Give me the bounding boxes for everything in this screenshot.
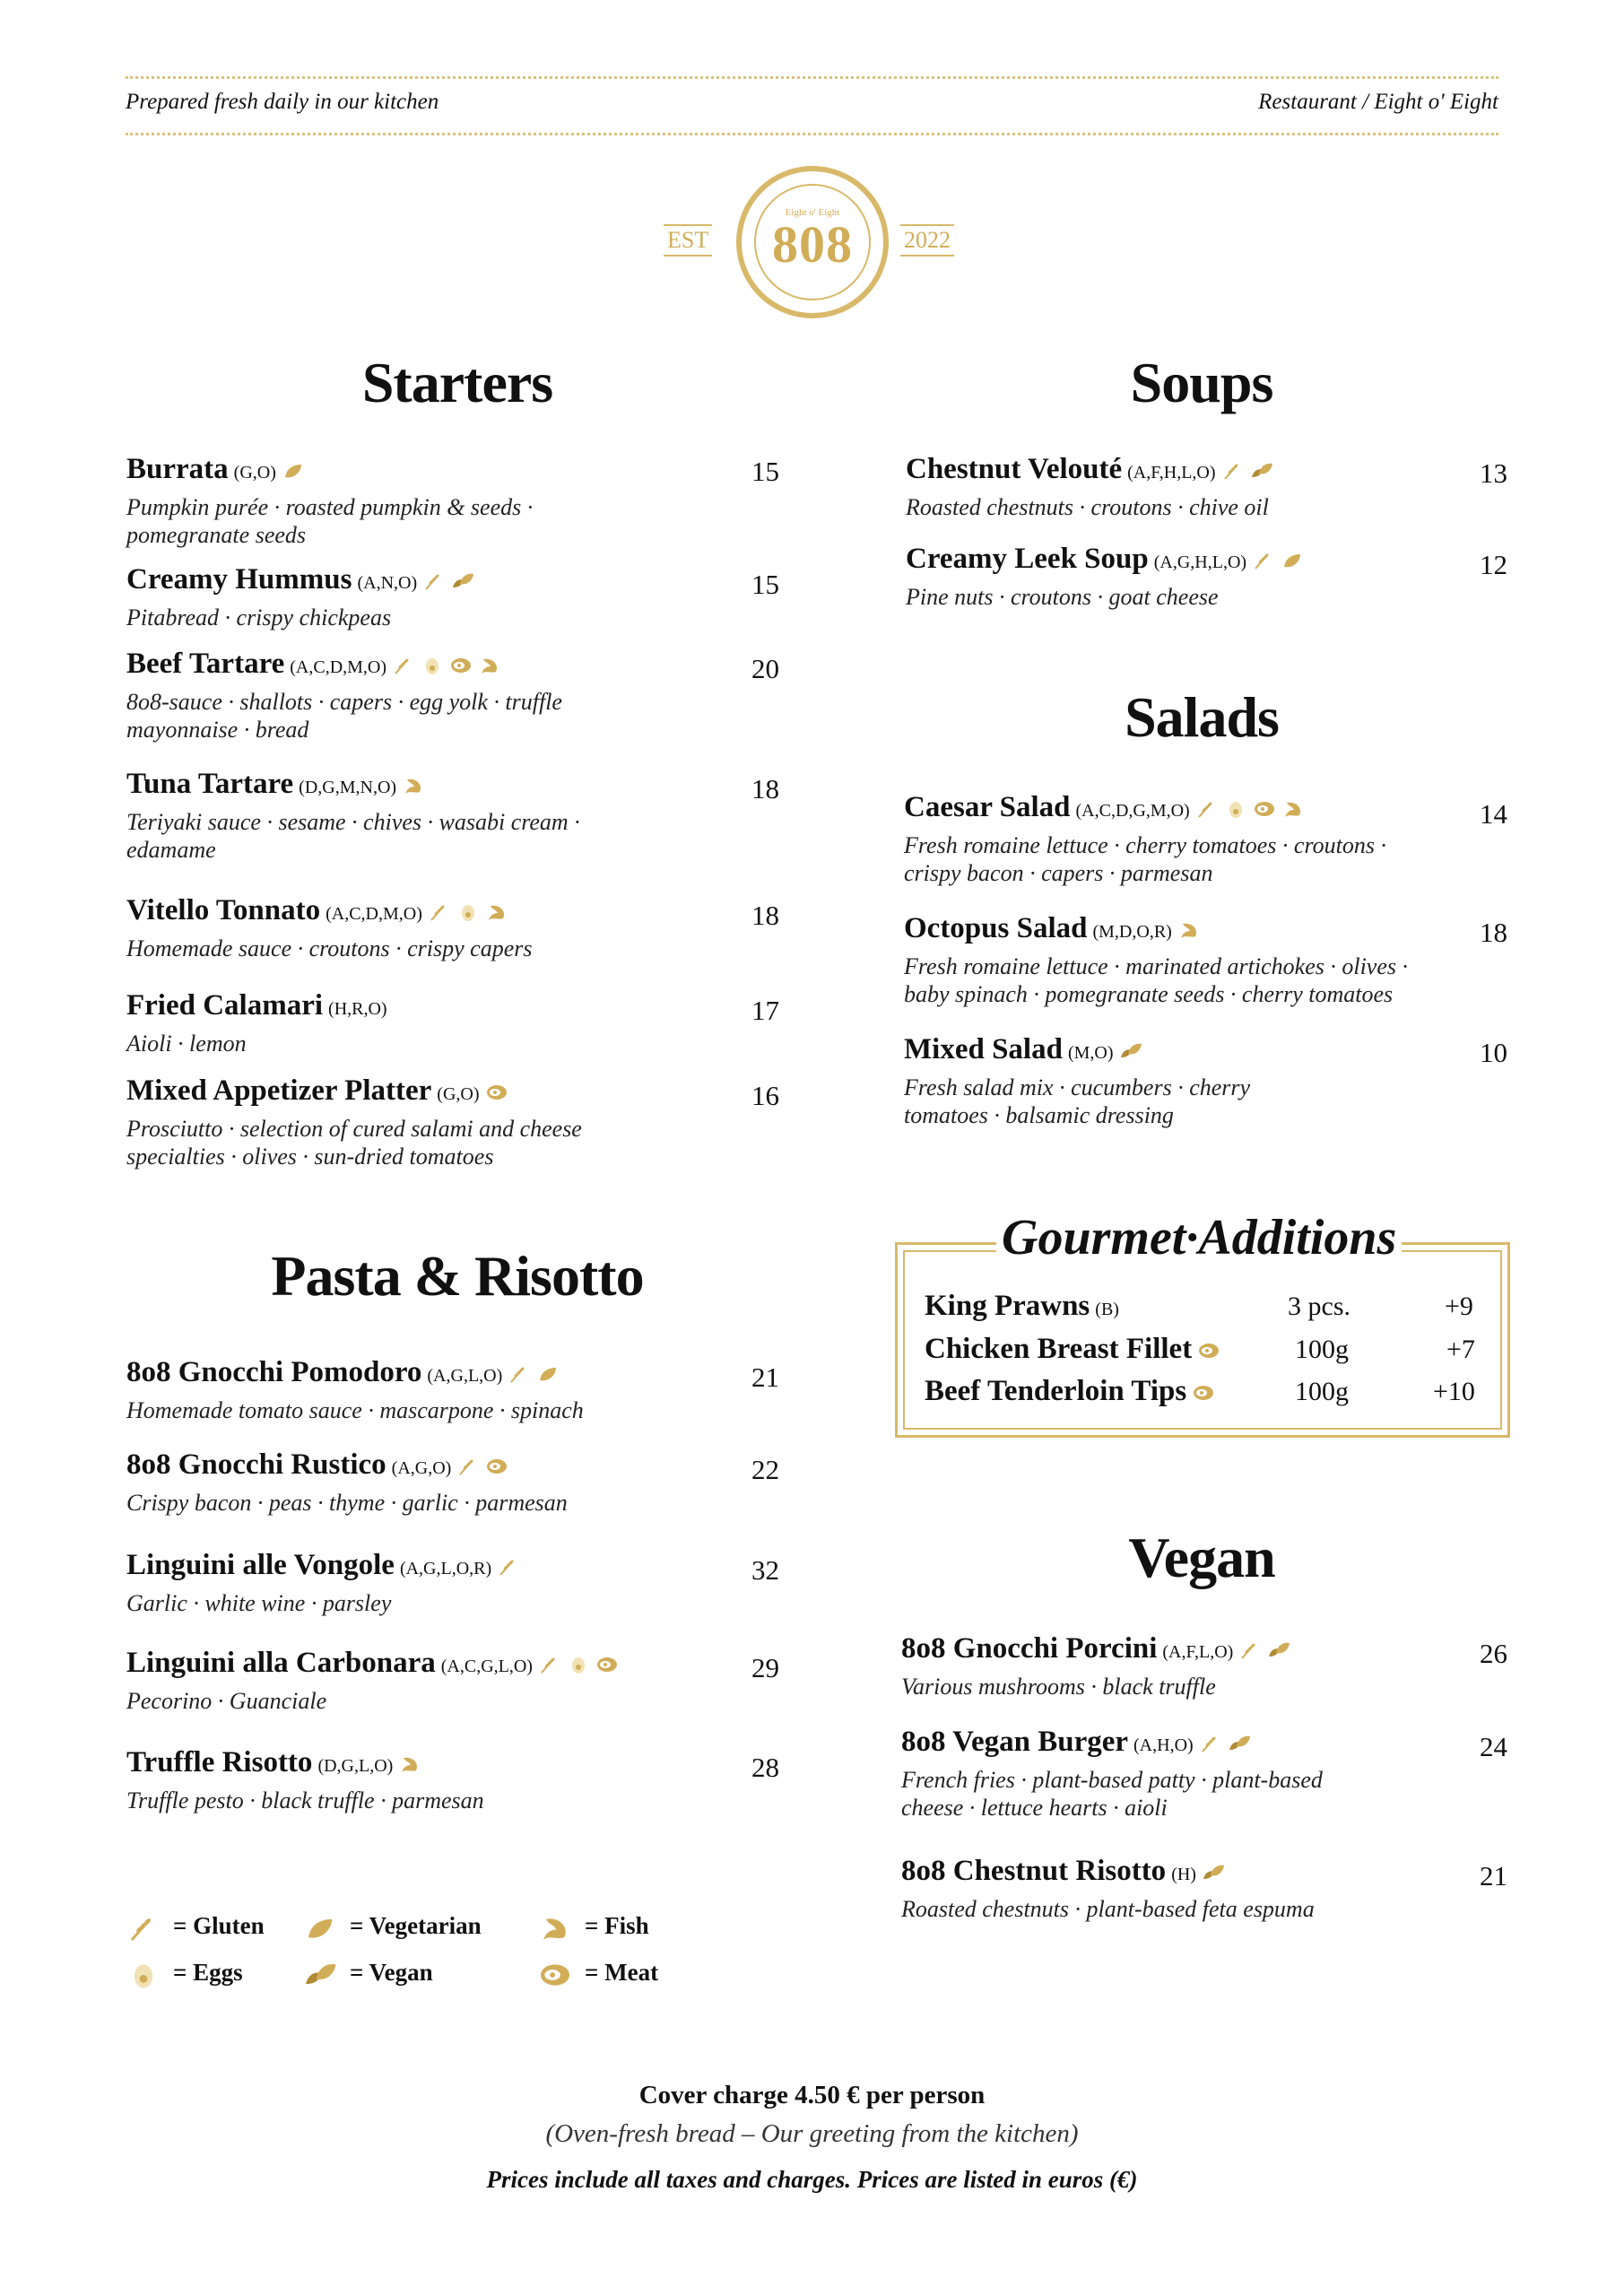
vegan-icon — [1202, 1863, 1225, 1883]
legend-eggs: = Eggs — [126, 1959, 243, 1989]
fish-icon — [398, 1754, 421, 1774]
gluten-icon — [1252, 551, 1275, 570]
vegetarian-icon — [1281, 551, 1304, 570]
bread-note: (Oven-fresh bread – Our greeting from the kitchen) — [545, 2119, 1079, 2148]
meat-icon — [1197, 1341, 1220, 1361]
vegetarian-icon — [282, 461, 305, 481]
logo-number: 808 — [772, 215, 853, 274]
price: 18 — [751, 773, 779, 804]
pasta-title: Pasta & Risotto — [271, 1244, 644, 1308]
addon-price: +10 — [1433, 1377, 1475, 1406]
menu-item-hummus: Creamy Hummus (A,N,O) Pitabread · crispy chickpeas — [126, 563, 593, 631]
menu-item-gnocchi-pomodoro: 8o8 Gnocchi Pomodoro (A,G,L,O) Homemade tomato sauce · mascarpone · spinach — [126, 1356, 584, 1423]
menu-item-gnocchi-porcini: 8o8 Gnocchi Porcini (A,F,L,O) Various mushrooms · black truffle — [901, 1632, 1439, 1700]
price: 21 — [751, 1361, 779, 1393]
menu-item-octopus-salad: Octopus Salad (M,D,O,R) Fresh romaine lettuce · marinated artichokes · olives · baby spinach · pomegranate seeds · cherry tomatoes — [904, 912, 1409, 1008]
addon-chicken-breast: Chicken Breast Fillet — [925, 1333, 1220, 1366]
meat-icon — [595, 1655, 619, 1674]
price: 10 — [1480, 1037, 1507, 1068]
prices-note: Prices include all taxes and charges. Prices are listed in euros (€) — [486, 2166, 1138, 2193]
legend-vegetarian: = Vegetarian — [303, 1912, 482, 1943]
logo-top-text: Eight o' Eight — [785, 207, 840, 218]
gluten-icon — [538, 1655, 561, 1674]
legend-vegan: = Vegan — [303, 1959, 433, 1989]
egg-icon — [567, 1655, 590, 1674]
vegan-icon — [1228, 1734, 1251, 1753]
meat-icon — [1192, 1383, 1215, 1403]
vegan-title: Vegan — [1128, 1526, 1275, 1589]
header-bar — [126, 76, 1498, 135]
menu-item-burrata: Burrata (G,O) Pumpkin purée · roasted pumpkin & seeds · pomegranate seeds — [126, 453, 534, 549]
meat-icon — [485, 1083, 508, 1102]
logo-year: 2022 — [900, 224, 954, 257]
gluten-icon — [422, 571, 446, 591]
vegan-icon — [1119, 1041, 1142, 1061]
vegetarian-icon — [303, 1914, 337, 1943]
fish-icon — [402, 776, 425, 796]
starters-title: Starters — [361, 351, 553, 414]
addon-qty: 100g — [1295, 1377, 1349, 1406]
gluten-icon — [456, 1457, 480, 1476]
gluten-icon — [1195, 799, 1219, 819]
legend-gluten: = Gluten — [126, 1912, 265, 1943]
price: 22 — [751, 1454, 779, 1485]
fish-icon — [538, 1914, 572, 1943]
menu-item-vegan-burger: 8o8 Vegan Burger (A,H,O) French fries · plant-based patty · plant-based cheese · lettuce hearts · aioli — [901, 1726, 1323, 1822]
soups-title: Soups — [1130, 351, 1273, 414]
price: 16 — [751, 1080, 779, 1111]
meat-icon — [449, 656, 473, 675]
menu-item-linguini-vongole: Linguini alle Vongole (A,G,L,O,R) Garlic · white wine · parsley — [126, 1549, 629, 1617]
menu-item-chestnut-veloute: Chestnut Velouté (A,F,H,L,O) Roasted chestnuts · croutons · chive oil — [906, 453, 1408, 521]
legend-meat: = Meat — [538, 1959, 658, 1989]
gluten-icon — [1199, 1734, 1222, 1753]
price: 29 — [751, 1652, 779, 1683]
price: 12 — [1480, 549, 1507, 580]
fish-icon — [1177, 920, 1201, 940]
egg-icon — [456, 902, 480, 922]
gluten-icon — [126, 1914, 161, 1943]
meat-icon — [538, 1961, 572, 1989]
price: 13 — [1480, 457, 1507, 489]
menu-item-appetizer-platter: Mixed Appetizer Platter (G,O) Prosciutto · selection of cured salami and cheese specialties · olives · sun-dried tomatoes — [126, 1074, 582, 1170]
price: 18 — [751, 900, 779, 931]
legend-fish: = Fish — [538, 1912, 649, 1943]
gluten-icon — [497, 1557, 520, 1577]
menu-item-caesar-salad: Caesar Salad (A,C,D,G,M,O) Fresh romaine lettuce · cherry tomatoes · croutons · crispy bacon · capers · parmesan — [904, 791, 1386, 887]
menu-item-fried-calamari: Fried Calamari (H,R,O) Aioli · lemon — [126, 989, 387, 1057]
price: 21 — [1480, 1860, 1507, 1892]
addon-qty: 100g — [1295, 1335, 1349, 1364]
vegan-icon — [1267, 1640, 1290, 1660]
header-restaurant-name: Restaurant / Eight o' Eight — [1258, 90, 1498, 114]
egg-icon — [421, 656, 444, 675]
gluten-icon — [392, 656, 415, 675]
vegetarian-icon — [536, 1364, 560, 1384]
addon-price: +9 — [1445, 1292, 1473, 1321]
gourmet-title: Gourmet·Additions — [996, 1209, 1402, 1266]
price: 32 — [751, 1554, 779, 1586]
meat-icon — [485, 1457, 508, 1476]
price: 26 — [1480, 1638, 1507, 1669]
price: 24 — [1480, 1731, 1507, 1762]
addon-beef-tenderloin: Beef Tenderloin Tips — [925, 1375, 1215, 1408]
price: 28 — [751, 1752, 779, 1783]
restaurant-logo — [736, 166, 889, 318]
cover-charge: Cover charge 4.50 € per person — [638, 2081, 986, 2109]
fish-icon — [485, 902, 508, 922]
price: 15 — [751, 456, 779, 487]
price: 14 — [1480, 798, 1507, 830]
gluten-icon — [508, 1364, 531, 1384]
gourmet-additions-box — [895, 1210, 1510, 1438]
addon-qty: 3 pcs. — [1288, 1292, 1350, 1321]
price: 17 — [751, 995, 779, 1026]
vegan-icon — [451, 571, 474, 591]
menu-item-chestnut-risotto: 8o8 Chestnut Risotto (H) Roasted chestnuts · plant-based feta espuma — [901, 1855, 1315, 1922]
meat-icon — [1253, 799, 1276, 819]
menu-item-truffle-risotto: Truffle Risotto (D,G,L,O) Truffle pesto · black truffle · parmesan — [126, 1746, 484, 1813]
egg-icon — [1224, 799, 1247, 819]
gluten-icon — [1238, 1640, 1262, 1660]
header-tagline: Prepared fresh daily in our kitchen — [126, 90, 439, 114]
menu-item-vitello-tonnato: Vitello Tonnato (A,C,D,M,O) Homemade sauce · croutons · crispy capers — [126, 894, 533, 961]
menu-item-mixed-salad: Mixed Salad (M,O) Fresh salad mix · cucumbers · cherry tomatoes · balsamic dressing — [904, 1033, 1251, 1129]
price: 20 — [751, 653, 779, 684]
addon-price: +7 — [1446, 1335, 1475, 1364]
menu-item-beef-tartare: Beef Tartare (A,C,D,M,O) 8o8-sauce · shallots · capers · egg yolk · truffle mayonnaise · bread — [126, 648, 562, 744]
menu-item-gnocchi-rustico: 8o8 Gnocchi Rustico (A,G,O) Crispy bacon · peas · thyme · garlic · parmesan — [126, 1448, 568, 1516]
addon-king-prawns: King Prawns (B) — [925, 1290, 1119, 1322]
vegan-icon — [303, 1961, 337, 1989]
egg-icon — [126, 1961, 161, 1989]
logo-est: EST — [664, 224, 712, 257]
vegan-icon — [1250, 461, 1273, 481]
price: 15 — [751, 569, 779, 600]
menu-item-tuna-tartare: Tuna Tartare (D,G,M,N,O) Teriyaki sauce · sesame · chives · wasabi cream · edamame — [126, 768, 580, 864]
price: 18 — [1480, 917, 1507, 948]
fish-icon — [478, 656, 501, 675]
gluten-icon — [428, 902, 451, 922]
salads-title: Salads — [1125, 685, 1279, 749]
gluten-icon — [1221, 461, 1245, 481]
menu-item-leek-soup: Creamy Leek Soup (A,G,H,L,O) Pine nuts · croutons · goat cheese — [906, 543, 1408, 611]
menu-item-linguini-carbonara: Linguini alla Carbonara (A,C,G,L,O) Pecorino · Guanciale — [126, 1647, 682, 1715]
fish-icon — [1281, 799, 1305, 819]
